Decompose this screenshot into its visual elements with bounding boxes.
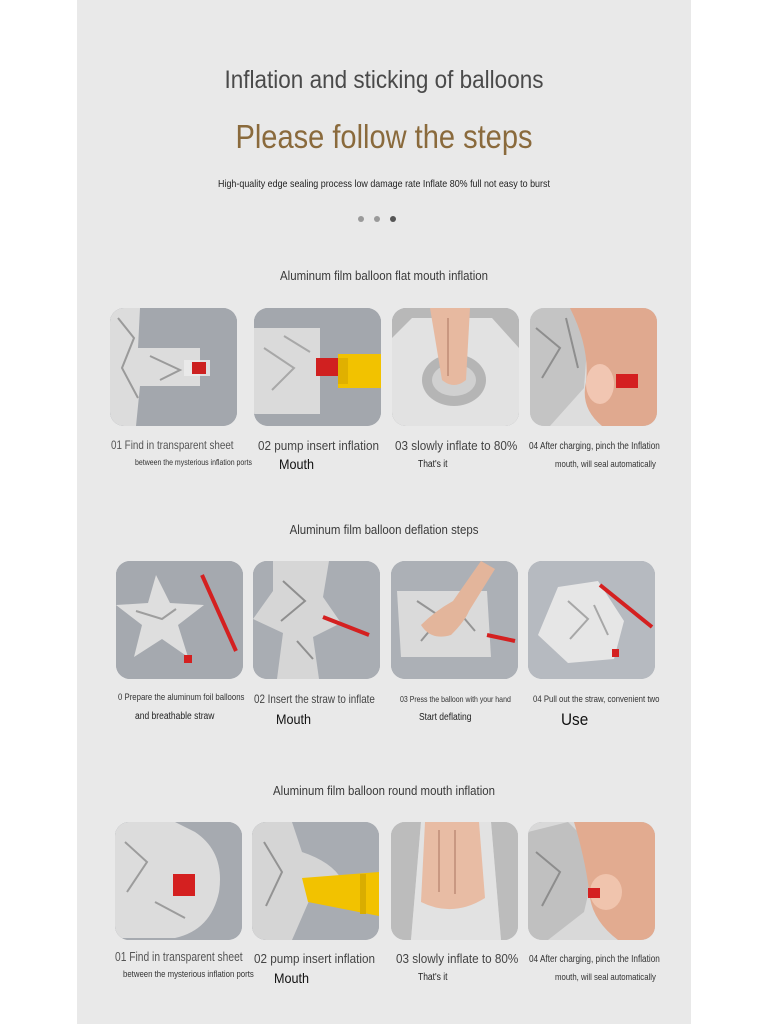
step-label: 0 Prepare the aluminum foil balloons (118, 692, 245, 703)
step-sublabel: mouth, will seal automatically (555, 459, 656, 470)
step-label: 02 pump insert inflation (254, 951, 375, 966)
step-sublabel: Start deflating (419, 712, 472, 723)
step-sublabel: That's it (418, 972, 448, 983)
step-label: 03 slowly inflate to 80% (395, 438, 518, 453)
step-label: 03 slowly inflate to 80% (396, 951, 519, 966)
step-sublabel: Mouth (274, 970, 310, 986)
step-image-pinch-round (528, 822, 655, 940)
section-title-deflation: Aluminum film balloon deflation steps (289, 522, 479, 537)
step-sublabel: That's it (418, 459, 448, 470)
step-label: 01 Find in transparent sheet (115, 950, 243, 964)
carousel-dot-active[interactable] (390, 216, 396, 222)
step-image-deflate-press (391, 561, 518, 679)
step-label: 01 Find in transparent sheet (111, 438, 234, 452)
step-image-pump-valve (254, 308, 381, 426)
step-image-deflated (528, 561, 655, 679)
step-label: 02 Insert the straw to inflate (254, 692, 375, 706)
carousel-dots (358, 216, 400, 223)
step-label: 03 Press the balloon with your hand (400, 694, 511, 704)
step-image-hand-pinch (530, 308, 657, 426)
step-image-yellow-pump (252, 822, 379, 940)
step-label: 02 pump insert inflation (258, 438, 379, 453)
step-image-star-balloon (116, 561, 243, 679)
step-label: 04 After charging, pinch the Inflation (529, 441, 660, 452)
section-title-round-mouth: Aluminum film balloon round mouth inflation (273, 783, 495, 798)
step-sublabel: between the mysterious inflation ports (123, 969, 254, 980)
page-subtitle: Please follow the steps (235, 118, 533, 155)
step-sublabel: Mouth (279, 456, 315, 472)
step-image-hands-hold (391, 822, 518, 940)
step-image-red-valve (115, 822, 242, 940)
tagline: High-quality edge sealing process low damage rate Inflate 80% full not easy to burst (218, 178, 550, 190)
step-label: 04 After charging, pinch the Inflation (529, 954, 660, 965)
step-sublabel: and breathable straw (135, 711, 215, 722)
page-title: Inflation and sticking of balloons (224, 66, 544, 94)
step-image-flat-balloon (110, 308, 237, 426)
step-sublabel: mouth, will seal automatically (555, 972, 656, 983)
step-label: 04 Pull out the straw, convenient two (533, 694, 660, 705)
step-sublabel: between the mysterious inflation ports (135, 457, 253, 467)
carousel-dot[interactable] (374, 216, 380, 222)
step-sublabel: Use (561, 710, 589, 729)
step-image-straw-insert (253, 561, 380, 679)
step-sublabel: Mouth (276, 711, 312, 727)
carousel-dot[interactable] (358, 216, 364, 222)
step-image-hand-press (392, 308, 519, 426)
section-title-flat-mouth: Aluminum film balloon flat mouth inflation (280, 268, 488, 283)
